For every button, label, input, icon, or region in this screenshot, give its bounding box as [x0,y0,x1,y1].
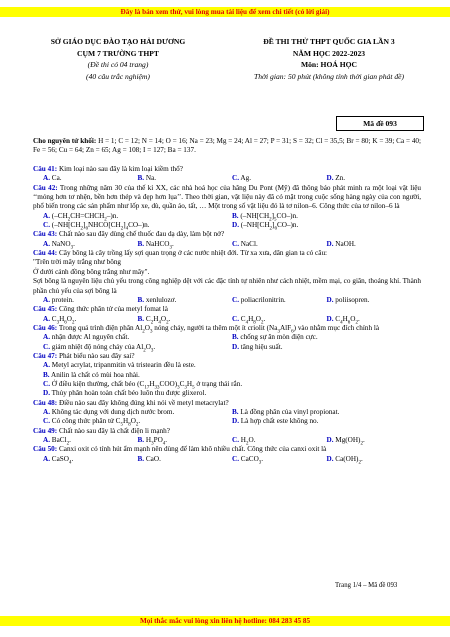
option-a[interactable]: A. $C_3H_6O_2$. [43,314,77,325]
option-c[interactable]: C. $H_2O$. [232,436,256,447]
options-41 [33,174,421,183]
options-43 [33,240,421,249]
time-limit: Thời gian: 50 phút (không tính thời gian phát đề) [253,71,405,81]
option-a[interactable]: A. $(-CH_2CH=CHCH_2-)n$. [43,211,119,223]
question-text-2: Sợi bông là nguyên liệu chủ yếu trong công nghiệp dệt với các đặc tính tự nhiên như cách nhiệt, mềm mại, co giãn, thoáng khí. Thành phần chủ yếu của sợi bông là [33,277,421,295]
question-46: Câu 46: Trong quá trình điện phân $Al_2O_3$ nóng chảy, người ta thêm một ít criolit $(Na_3AlF_6)$ vào nhằm mục đích chính là [33,323,380,335]
option-b[interactable]: B. $(-NH[CH_2]_5CO-)n$. [232,211,298,223]
option-c[interactable]: C. poliacrilonitrin. [232,295,286,304]
preview-banner: Đây là bản xem thử, vui lòng mua tài liệu để xem chi tiết (có lời giải) [0,7,450,17]
question-text: Kim loại nào sau đây là kim loại kiềm thổ? [57,165,183,174]
question-label: Câu 49: [33,426,58,435]
question-text: Canxi oxit có tính hút ẩm mạnh nên dùng để làm khô nhiều chất. Công thức của canxi oxit là [57,445,327,454]
question-text: Chất nào sau đây là chất điện li mạnh? [57,426,170,435]
question-text: Trong những năm 30 của thế kỉ XX, các nhà hoá học của hãng Du Pont (Mỹ) đã thông báo phát minh ra một loại vật liệu ‘‘mỏng hơn tơ nhện, bền hơn thép và đẹp hơn lụa’’. Theo thời gian, vật liệu này đã có mặt trong cuộc sống hàng ngày của con người, phổ biến trong các sản phẩm như lốp xe, dù, quần áo, tất, … Một trong số vật liệu đó là tơ nilon–6. Công thức của tơ nilon–6 là [33,183,421,211]
question-label: Câu 45: [33,305,58,314]
question-text: Chất nào sau đây dùng chế thuốc đau dạ dày, làm bột nở? [57,230,225,239]
option-a[interactable]: A. NaNO$_3$. [43,239,75,251]
exam-body [33,137,421,464]
option-c[interactable]: C. Có công thức phân tử $C_5H_8O_2$. [43,417,141,428]
option-a[interactable]: A. BaCl$_2$. [43,436,71,447]
option-b[interactable]: B. CaO. [137,454,161,463]
school-year: NĂM HỌC 2022-2023 [292,48,366,58]
option-d[interactable]: D. poliisopren. [326,295,370,304]
options-50 [33,455,421,464]
options-49 [33,436,421,445]
option-d[interactable]: D. $(-NH[CH_2]_6CO-)n$. [232,221,299,232]
question-label: Câu 43: [33,230,58,239]
options-46-row1 [33,333,421,342]
option-d[interactable]: D. Là hợp chất este không no. [232,417,319,426]
option-a[interactable]: A. nhận được Al nguyên chất. [43,333,130,342]
question-label: Câu 47: [33,351,58,360]
question-49 [33,427,421,436]
option-b[interactable]: B. $C_2H_4O_2$. [137,314,171,325]
question-text: Phát biểu nào sau đây sai? [57,351,135,360]
question-text: Cây bông là cây trồng lấy sợi quan trọng ở các nước nhiệt đới. Từ xa xưa, dân gian ta có câu: [57,249,328,258]
subject: Môn: HOÁ HỌC [300,60,358,70]
question-text: Điều nào sau đây không đúng khi nói về metyl metacrylat? [57,398,229,407]
option-c[interactable]: C. Ag. [232,174,251,183]
atomic-masses-label: Cho nguyên tử khối: [33,137,97,145]
option-c[interactable]: C. Ở điều kiện thường, chất béo $(C_{17}H_{33}COO)_3C_3H_5$ ở trạng thái rắn. [43,379,243,391]
school-cluster: CỤM 7 TRƯỜNG THPT [77,48,159,58]
page-count-note: (Đề thi có 04 trang) [87,60,149,70]
options-42-row1 [33,212,421,221]
options-44 [33,296,421,305]
option-d[interactable]: D. tăng hiệu suất. [232,342,283,351]
option-c[interactable]: C. $(-NH[CH_2]_6NHCO[CH_2]_4CO-)n$. [43,221,150,232]
atomic-masses [33,137,421,156]
question-43 [33,230,421,239]
option-a[interactable]: A. CaSO$_4$. [43,454,74,466]
exam-title: ĐỀ THI THỬ THPT QUỐC GIA LẦN 3 [263,37,395,46]
option-a[interactable]: A. Ca. [43,174,62,183]
question-41 [33,165,421,174]
option-a[interactable]: A. protein. [43,295,74,304]
options-48-row1 [33,408,421,417]
option-b[interactable]: B. Là đồng phân của vinyl propionat. [232,407,340,416]
question-44 [33,249,421,258]
options-48-row2 [33,417,421,426]
question-label: Câu 46: [33,323,58,332]
exam-code-box: Mã đề 093 [336,116,424,131]
option-d[interactable]: D. NaOH. [326,239,356,248]
option-c[interactable]: C. $C_4H_8O_2$. [232,314,266,325]
option-b[interactable]: B. Anilin là chất có mùi hoa nhài. [43,370,140,379]
question-48 [33,399,421,408]
question-count-note: (40 câu trắc nghiệm) [86,71,150,81]
quote-line-1: "Trên trời mây trắng như bông [33,258,122,267]
options-45 [33,315,421,324]
quote-line-2: Ở dưới cánh đồng bông trắng như mây". [33,267,150,276]
options-42-row2 [33,221,421,230]
option-d[interactable]: D. Thủy phân hoàn toàn chất béo luôn thu được glixerol. [43,389,207,398]
question-50 [33,445,421,454]
option-d[interactable]: D. Zn. [326,174,346,183]
page-footer: Trang 1/4 – Mã đề 093 [335,582,398,589]
option-d[interactable]: D. $Ca(OH)_2$. [326,454,363,466]
question-42 [33,184,421,212]
header-right [224,36,434,82]
question-45 [33,305,421,314]
question-label: Câu 42: [33,183,58,192]
hotline-banner: Mọi thắc mắc vui lòng xin liên hệ hotline: 084 283 45 85 [0,616,450,626]
option-b[interactable]: B. xenlulozơ. [137,295,177,304]
question-label: Câu 41: [33,165,58,174]
question-label: Câu 48: [33,398,58,407]
option-c[interactable]: C. CaCO$_3$. [232,454,264,466]
option-d[interactable]: D. $Mg(OH)_2$. [326,436,365,447]
question-label: Câu 50: [33,445,58,454]
question-47 [33,352,421,361]
option-b[interactable]: B. NaHCO$_3$. [137,239,174,251]
option-a[interactable]: A. Không tác dụng với dung dịch nước brom. [43,407,175,416]
option-b[interactable]: B. chống sự ăn mòn điện cực. [232,333,318,342]
option-a[interactable]: A. Metyl acrylat, tripanmitin và tristearin đều là este. [43,361,196,370]
question-text: Công thức phân tử của metyl fomat là [57,305,168,314]
option-b[interactable]: B. $H_3PO_4$. [137,436,168,447]
atomic-masses-text: H = 1; C = 12; N = 14; O = 16; Na = 23; Mg = 24; Al = 27; P = 31; S = 32; Cl = 35,5; Br = 80; K = 39; Ca = 40; Fe = 56; Cu = 64; Zn = 65; Ag = 108; I = 127; Ba = 137. [33,137,421,155]
option-d[interactable]: D. $C_4H_6O_2$. [326,314,360,325]
department-name: SỞ GIÁO DỤC ĐÀO TẠO HẢI DƯƠNG [50,37,186,46]
question-label: Câu 44: [33,249,58,258]
option-b[interactable]: B. Na. [137,174,157,183]
option-c[interactable]: C. NaCl. [232,239,258,248]
header-left [22,36,214,82]
options-46-row2 [33,343,421,352]
option-c[interactable]: C. giảm nhiệt độ nóng chảy của $Al_2O_3$. [43,342,156,353]
